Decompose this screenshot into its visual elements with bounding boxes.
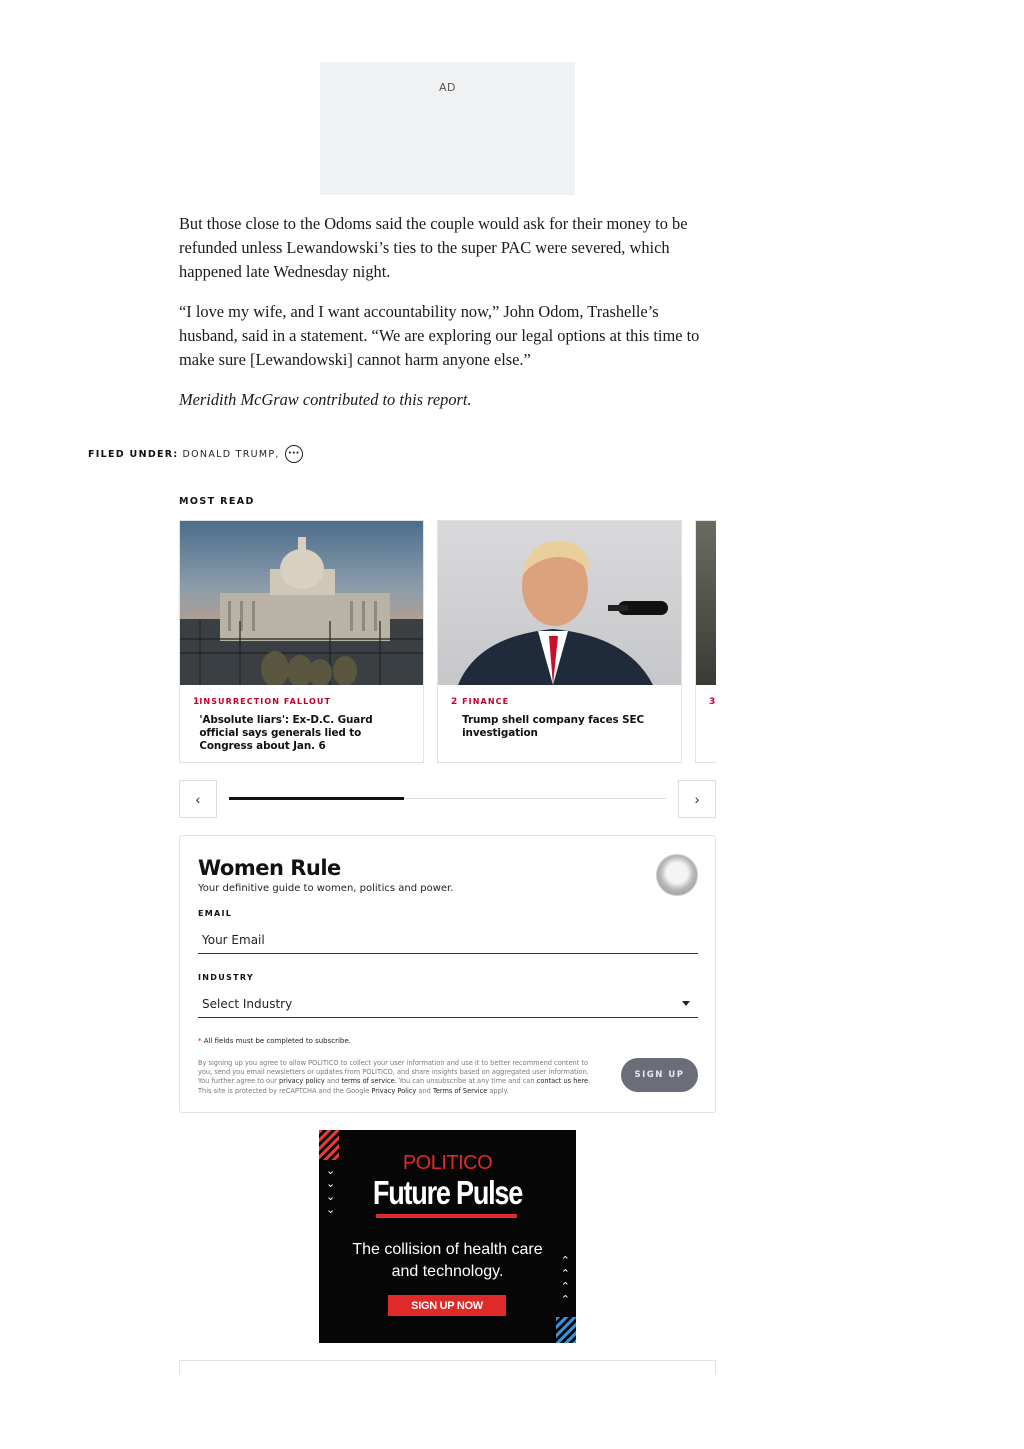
privacy-policy-link[interactable]: privacy policy: [279, 1077, 325, 1086]
required-note: [198, 1037, 351, 1045]
card-headline[interactable]: Trump shell company faces SEC investigation: [462, 714, 645, 739]
newsletter-subtitle: Your definitive guide to women, politics and power.: [198, 883, 454, 894]
industry-select[interactable]: [198, 990, 698, 1018]
carousel-progress-track[interactable]: [229, 798, 666, 799]
google-privacy-link[interactable]: Privacy Policy: [371, 1086, 417, 1095]
required-asterisk: *: [198, 1037, 202, 1045]
legal-text-part: and: [416, 1086, 433, 1095]
industry-select-value: Select Industry: [202, 996, 293, 1011]
article-paragraph: “I love my wife, and I want accountability now,” John Odom, Trashelle’s husband, said in a statement. “We are exploring our legal options at this time to make sure [Lewandowski] cannot harm anyone else.”: [179, 302, 700, 369]
newsletter-logo-icon: [656, 854, 698, 896]
chevron-down-stack-icon: ⌄ ⌄ ⌄ ⌄: [326, 1164, 336, 1216]
tag-link-donald-trump[interactable]: DONALD TRUMP,: [182, 448, 280, 460]
carousel-progress-fill: [229, 797, 404, 800]
article-body: [179, 212, 709, 428]
newsletter-signup: [179, 835, 716, 1113]
ad-tagline: The collision of health care and technology.: [352, 1241, 543, 1280]
legal-text-part: apply.: [487, 1086, 509, 1095]
newsletter-title: Women Rule: [198, 856, 341, 880]
card-kicker[interactable]: FINANCE: [462, 697, 510, 706]
required-note-text: All fields must be completed to subscribe.: [203, 1037, 351, 1045]
stripe-decoration: [556, 1317, 576, 1343]
ad-brand: POLITICO: [402, 1152, 493, 1174]
chevron-up-stack-icon: ⌃ ⌃ ⌃ ⌃: [560, 1254, 570, 1306]
ad-future-pulse[interactable]: [319, 1130, 576, 1343]
chevron-left-icon: ‹: [195, 791, 201, 807]
ad-newsletter-name: Future Pulse: [372, 1174, 523, 1211]
legal-text-part: By signing up you agree to allow POLITICO to collect your user information and use it to better recommend content to you, send you email newsletters or updates from POLITICO, and share insights based on aggregated user information. You further agree to our: [198, 1059, 589, 1086]
rank-number: 2: [451, 697, 458, 707]
email-field[interactable]: [198, 926, 698, 954]
most-read-card[interactable]: [179, 520, 424, 763]
chevron-right-icon: ›: [694, 791, 700, 807]
email-label: EMAIL: [198, 909, 233, 918]
capitol-illustration: [180, 521, 423, 685]
filed-under-label: FILED UNDER:: [88, 448, 179, 460]
filed-under: [88, 445, 303, 463]
terms-of-service-link[interactable]: terms of service: [341, 1077, 395, 1086]
sign-up-button[interactable]: SIGN UP: [621, 1058, 698, 1092]
most-read-card[interactable]: [437, 520, 682, 763]
most-read-carousel: [179, 520, 716, 764]
capitol-photo[interactable]: [180, 521, 423, 685]
google-terms-link[interactable]: Terms of Service: [432, 1086, 488, 1095]
trump-photo[interactable]: [438, 521, 681, 685]
most-read-heading: MOST READ: [179, 496, 255, 507]
article-credit: Meridith McGraw contributed to this report.: [179, 390, 472, 409]
ad-underline: [376, 1214, 517, 1218]
card-meta: [438, 685, 681, 740]
rank-number: 3: [709, 697, 716, 707]
legal-text-part: . This site is protected by reCAPTCHA and the Google: [198, 1077, 591, 1095]
card-headline[interactable]: 'Absolute liars': Ex-D.C. Guard official says generals lied to Congress about Jan. 6: [199, 714, 373, 752]
partial-photo[interactable]: [696, 521, 716, 685]
carousel-prev-button[interactable]: [179, 780, 217, 818]
ad-slot-top[interactable]: [320, 62, 575, 195]
carousel-controls: [179, 780, 716, 818]
ellipsis-circle-icon[interactable]: ···: [285, 445, 303, 463]
ad-label: AD: [439, 81, 456, 94]
card-meta: [696, 685, 716, 707]
next-module-edge: [179, 1360, 716, 1374]
contact-us-link[interactable]: contact us here: [536, 1077, 589, 1086]
legal-text: [198, 1059, 602, 1096]
carousel-next-button[interactable]: [678, 780, 716, 818]
card-meta: [180, 685, 423, 753]
legal-text-part: and: [324, 1077, 342, 1086]
email-placeholder: Your Email: [202, 932, 265, 947]
rank-number: 1: [193, 697, 200, 707]
portrait-illustration: [438, 521, 681, 685]
legal-text-part: . You can unsubscribe at any time and can: [394, 1077, 537, 1086]
most-read-card[interactable]: [695, 520, 716, 763]
card-kicker[interactable]: INSURRECTION FALLOUT: [199, 697, 332, 706]
caret-down-icon: [682, 1001, 690, 1006]
ad-sign-up-button[interactable]: SIGN UP NOW: [388, 1295, 506, 1316]
industry-label: INDUSTRY: [198, 973, 254, 982]
article-paragraph: But those close to the Odoms said the couple would ask for their money to be refunded unless Lewandowski’s ties to the super PAC were severed, which happened late Wednesday night.: [179, 214, 688, 281]
